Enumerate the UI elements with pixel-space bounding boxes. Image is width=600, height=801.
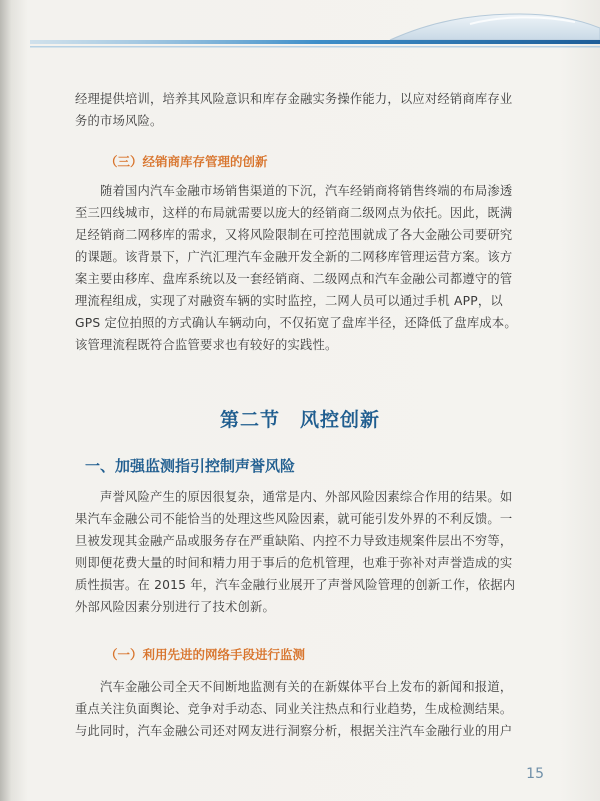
subsection-three-heading: （三）经销商库存管理的创新 <box>105 154 268 169</box>
text-line: 则即便花费大量的时间和精力用于事后的危机管理，也难于弥补对声誉造成的实 <box>75 556 513 570</box>
page-number: 15 <box>526 766 544 782</box>
text-line: 外部风险因素分别进行了技术创新。 <box>75 600 275 614</box>
text-line: 理流程组成，实现了对融资车辆的实时监控，二网人员可以通过手机 APP，以 <box>75 294 503 308</box>
text-line: 重点关注负面舆论、竞争对手动态、同业关注热点和行业趋势，生成检测结果。 <box>75 702 513 716</box>
subsection-one-paragraph <box>75 676 535 742</box>
book-spine-shadow <box>0 0 12 801</box>
section-title: 第二节 风控创新 <box>219 409 380 431</box>
text-line: 经理提供培训，培养其风险意识和库存金融实务操作能力，以应对经销商库存业 <box>75 92 513 106</box>
text-line: 案主要由移库、盘库系统以及一套经销商、二级网点和汽车金融公司都遵守的管 <box>75 272 513 286</box>
heading-one-paragraph <box>75 486 535 618</box>
text-line: 质性损害。在 2015 年，汽车金融行业展开了声誉风险管理的创新工作，依据内 <box>75 578 516 592</box>
text-line: 与此同时，汽车金融公司还对网友进行洞察分析，根据关注汽车金融行业的用户 <box>75 724 513 738</box>
text-line: 随着国内汽车金融市场销售渠道的下沉，汽车经销商将销售终端的布局渗透 <box>100 184 513 198</box>
text-line: 旦被发现其金融产品或服务存在严重缺陷、内控不力导致违规案件层出不穷等， <box>75 534 513 548</box>
heading-one: 一、加强监测指引控制声誉风险 <box>85 457 296 475</box>
subsection-three-paragraph <box>75 180 535 356</box>
text-line: 至三四线城市，这样的布局就需要以庞大的经销商二级网点为依托。因此，既满 <box>75 206 513 220</box>
text-line: 务的市场风险。 <box>75 114 163 128</box>
header-car-graphic <box>0 0 600 70</box>
text-line: 该管理流程既符合监管要求也有较好的实践性。 <box>75 338 338 352</box>
subsection-one-heading: （一）利用先进的网络手段进行监测 <box>105 647 306 662</box>
car-silhouette-icon <box>0 0 600 70</box>
text-line: GPS 定位拍照的方式确认车辆动向，不仅拓宽了盘库半径，还降低了盘库成本。 <box>75 316 517 330</box>
text-line: 足经销商二网移库的需求，又将风险限制在可控范围就成了各大金融公司要研究 <box>75 228 513 242</box>
paragraph-top <box>75 88 535 132</box>
text-line: 的课题。该背景下，广汽汇理汽车金融开发全新的二网移库管理运营方案。该方 <box>75 250 513 264</box>
text-line: 声誉风险产生的原因很复杂，通常是内、外部风险因素综合作用的结果。如 <box>100 490 513 504</box>
text-line: 汽车金融公司全天不间断地监测有关的在新媒体平台上发布的新闻和报道， <box>100 680 513 694</box>
text-line: 果汽车金融公司不能恰当的处理这些风险因素，就可能引发外界的不利反馈。一 <box>75 512 513 526</box>
